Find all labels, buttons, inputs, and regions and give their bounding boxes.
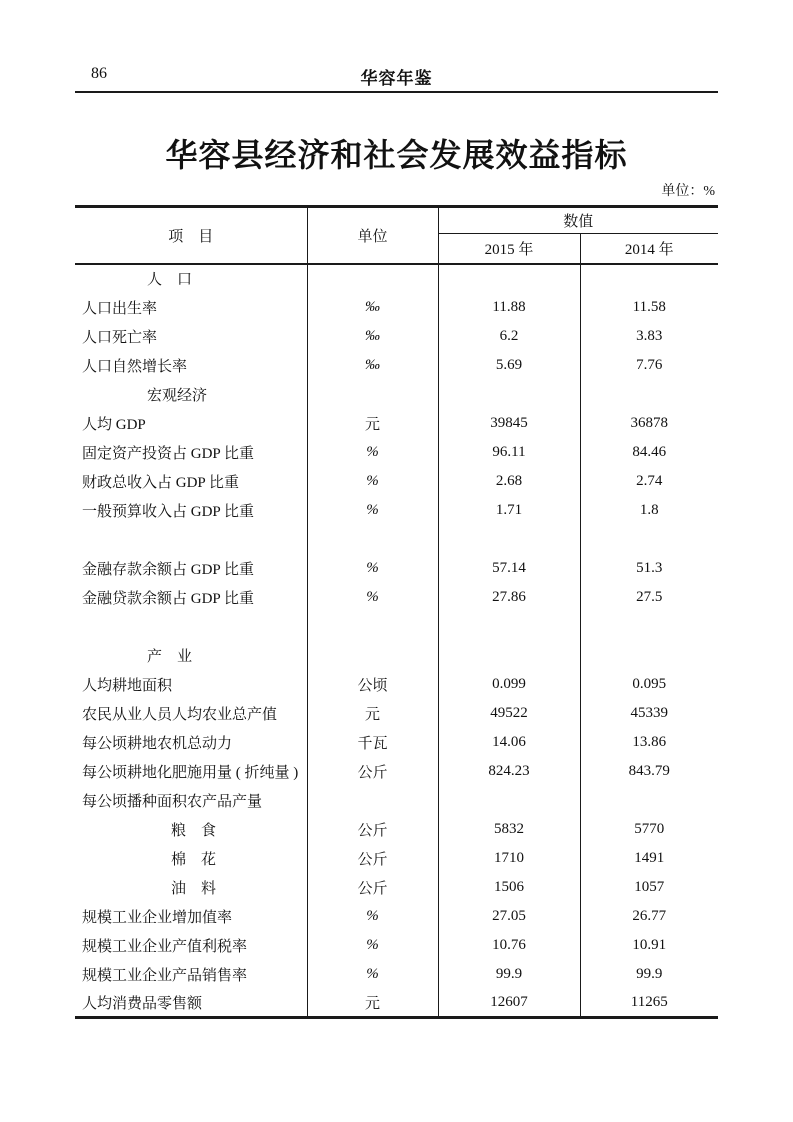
- row-item-label: [75, 612, 307, 641]
- row-value-2015: [438, 264, 580, 293]
- table-row: [75, 409, 718, 438]
- row-unit: [307, 264, 438, 293]
- row-item-label: 规模工业企业产值利税率: [75, 931, 307, 960]
- row-value-2014: 36878: [630, 414, 668, 431]
- row-value-2014: [580, 641, 718, 670]
- row-value-2014: 3.83: [636, 327, 663, 344]
- row-value-2014: 11.58: [632, 298, 666, 315]
- row-item-label: 规模工业企业增加值率: [75, 902, 307, 931]
- row-unit: %: [307, 960, 438, 989]
- row-unit: %: [307, 583, 438, 612]
- row-item-label: 金融贷款余额占 GDP 比重: [75, 583, 307, 612]
- row-value-2014: 99.9: [636, 965, 663, 982]
- row-value-2014: 13.86: [632, 733, 667, 750]
- column-header-value-group: 数值: [438, 207, 718, 234]
- row-value-2014: [580, 380, 718, 409]
- row-item-label: 产 业: [75, 641, 307, 670]
- row-value-2015: 10.76: [438, 931, 580, 960]
- table-row: [75, 960, 718, 989]
- row-value-2014: 5770: [634, 820, 665, 837]
- table-row: [75, 554, 718, 583]
- row-item-label: 人口死亡率: [75, 322, 307, 351]
- row-value-2014: 1057: [634, 878, 665, 895]
- row-value-2015: 2.68: [438, 467, 580, 496]
- column-header-unit: 单位: [307, 207, 438, 264]
- row-unit: %: [307, 496, 438, 525]
- row-item-label: 人均消费品零售额: [75, 989, 307, 1018]
- table-row: [75, 612, 718, 641]
- row-value-2014: [580, 264, 718, 293]
- row-item-label: 规模工业企业产品销售率: [75, 960, 307, 989]
- row-value-2014: 843.79: [628, 762, 670, 779]
- row-unit: 公斤: [307, 815, 438, 844]
- row-value-2014: 51.3: [636, 559, 663, 576]
- row-value-2015: 27.86: [438, 583, 580, 612]
- row-value-2014: 45339: [630, 704, 668, 721]
- table-row: [75, 351, 718, 380]
- row-value-2014: [580, 612, 718, 641]
- row-item-label: 每公顷耕地农机总动力: [75, 728, 307, 757]
- row-unit: 公斤: [307, 844, 438, 873]
- row-item-label: 油 料: [75, 873, 307, 902]
- row-value-2015: 5.69: [438, 351, 580, 380]
- row-value-2015: [438, 380, 580, 409]
- row-unit: %: [307, 931, 438, 960]
- column-header-item: 项 目: [75, 207, 307, 264]
- row-value-2015: 39845: [438, 409, 580, 438]
- row-unit: ‰: [307, 351, 438, 380]
- row-item-label: 一般预算收入占 GDP 比重: [75, 496, 307, 525]
- row-value-2014: [580, 525, 718, 554]
- table-row: [75, 322, 718, 351]
- table-row: [75, 293, 718, 322]
- row-item-label: 人口自然增长率: [75, 351, 307, 380]
- table-row: [75, 380, 718, 409]
- row-value-2015: 6.2: [438, 322, 580, 351]
- row-item-label: 每公顷耕地化肥施用量 ( 折纯量 ): [75, 757, 307, 786]
- row-value-2015: [438, 786, 580, 815]
- row-value-2015: 12607: [438, 989, 580, 1018]
- row-value-2015: 11.88: [438, 293, 580, 322]
- column-header-2014: 2014 年: [580, 234, 718, 264]
- unit-note: 单位：%: [661, 184, 715, 199]
- row-item-label: 人口出生率: [75, 293, 307, 322]
- table-row: [75, 815, 718, 844]
- row-unit: %: [307, 902, 438, 931]
- row-unit: %: [307, 467, 438, 496]
- table-row: [75, 670, 718, 699]
- indicators-table: [75, 205, 718, 1019]
- row-unit: [307, 612, 438, 641]
- row-value-2014: 2.74: [636, 472, 663, 489]
- row-unit: [307, 786, 438, 815]
- table-row: [75, 873, 718, 902]
- table-row: [75, 757, 718, 786]
- table-row: [75, 728, 718, 757]
- row-value-2014: 0.095: [632, 675, 667, 692]
- row-unit: 公斤: [307, 757, 438, 786]
- row-value-2015: 49522: [438, 699, 580, 728]
- row-unit: 公斤: [307, 873, 438, 902]
- table-body: [75, 264, 718, 1018]
- table-row: [75, 699, 718, 728]
- row-item-label: 金融存款余额占 GDP 比重: [75, 554, 307, 583]
- row-value-2015: [438, 641, 580, 670]
- table-row: [75, 931, 718, 960]
- row-unit: 元: [307, 699, 438, 728]
- row-unit: ‰: [307, 293, 438, 322]
- row-value-2014: 26.77: [632, 907, 667, 924]
- row-item-label: 人 口: [75, 264, 307, 293]
- table-row: [75, 786, 718, 815]
- row-unit: 公顷: [307, 670, 438, 699]
- page-number: 86: [91, 65, 107, 82]
- row-value-2015: 1.71: [438, 496, 580, 525]
- row-value-2014: 1.8: [639, 501, 659, 518]
- row-value-2015: 57.14: [438, 554, 580, 583]
- row-item-label: 人均 GDP: [75, 409, 307, 438]
- table-header: [75, 207, 718, 264]
- row-value-2015: 1506: [438, 873, 580, 902]
- row-value-2015: 1710: [438, 844, 580, 873]
- row-item-label: 粮 食: [75, 815, 307, 844]
- row-unit: 元: [307, 989, 438, 1018]
- row-unit: 元: [307, 409, 438, 438]
- row-value-2014: [580, 786, 718, 815]
- row-unit: [307, 641, 438, 670]
- row-item-label: 人均耕地面积: [75, 670, 307, 699]
- row-item-label: 固定资产投资占 GDP 比重: [75, 438, 307, 467]
- row-value-2015: 27.05: [438, 902, 580, 931]
- row-value-2015: 0.099: [438, 670, 580, 699]
- column-header-2015: 2015 年: [438, 234, 580, 264]
- table-row: [75, 438, 718, 467]
- table-row: [75, 641, 718, 670]
- row-value-2014: 11265: [630, 993, 668, 1010]
- row-value-2015: 14.06: [438, 728, 580, 757]
- table-row: [75, 902, 718, 931]
- row-item-label: 农民从业人员人均农业总产值: [75, 699, 307, 728]
- table-row: [75, 496, 718, 525]
- row-value-2014: 1491: [634, 849, 665, 866]
- row-value-2014: 27.5: [636, 588, 663, 605]
- table-row: [75, 989, 718, 1018]
- row-value-2015: 824.23: [438, 757, 580, 786]
- row-value-2015: [438, 612, 580, 641]
- row-value-2014: 7.76: [636, 356, 663, 373]
- row-value-2014: 10.91: [632, 936, 667, 953]
- row-unit: %: [307, 438, 438, 467]
- row-value-2015: 96.11: [438, 438, 580, 467]
- row-item-label: [75, 525, 307, 554]
- table-row: [75, 583, 718, 612]
- running-head-title: 华容年鉴: [360, 69, 433, 88]
- table-row: [75, 844, 718, 873]
- row-item-label: 财政总收入占 GDP 比重: [75, 467, 307, 496]
- row-value-2014: 84.46: [632, 443, 667, 460]
- row-unit: ‰: [307, 322, 438, 351]
- running-head: [75, 62, 718, 93]
- table-row: [75, 525, 718, 554]
- row-value-2015: 5832: [438, 815, 580, 844]
- row-unit: %: [307, 554, 438, 583]
- header-row-group: [75, 207, 718, 234]
- row-unit: [307, 525, 438, 554]
- row-unit: [307, 380, 438, 409]
- page-title: 华容县经济和社会发展效益指标: [165, 137, 628, 173]
- row-unit: 千瓦: [307, 728, 438, 757]
- table-row: [75, 467, 718, 496]
- row-item-label: 宏观经济: [75, 380, 307, 409]
- row-value-2015: [438, 525, 580, 554]
- row-item-label: 棉 花: [75, 844, 307, 873]
- row-value-2015: 99.9: [438, 960, 580, 989]
- row-item-label: 每公顷播种面积农产品产量: [75, 786, 307, 815]
- table-row: [75, 264, 718, 293]
